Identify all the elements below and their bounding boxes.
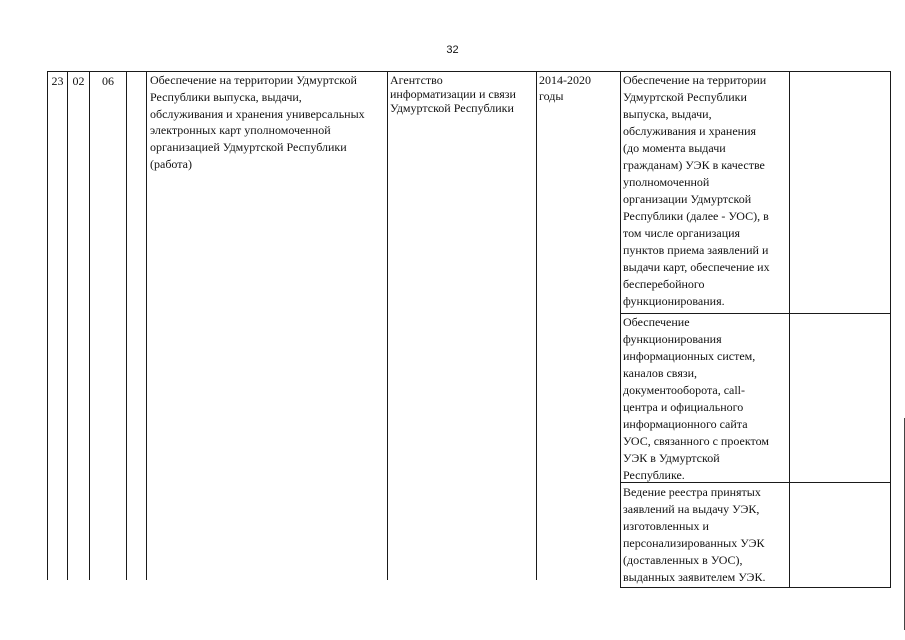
row-separator	[620, 587, 891, 588]
column-border	[47, 71, 48, 580]
activity-line: выпуска, выдачи,	[623, 107, 712, 121]
column-border	[67, 71, 68, 580]
activity-line: организации Удмуртской	[623, 192, 752, 206]
column-border	[146, 71, 147, 580]
executor-line: Удмуртской Республики	[390, 101, 514, 115]
column-border	[620, 71, 621, 588]
period-line: годы	[539, 89, 564, 103]
activity-line: Обеспечение на территории	[623, 73, 767, 87]
service-name-line: обслуживания и хранения универсальных	[150, 106, 365, 121]
activity-line: выдачи карт, обеспечение их	[623, 260, 770, 274]
activity-line: (доставленных в УОС),	[623, 553, 743, 567]
activity-line: Республике.	[623, 468, 685, 482]
service-name-line: Республики выпуска, выдачи,	[150, 89, 302, 104]
executor-line: информатизации и связи	[390, 87, 516, 101]
activity-line: информационного сайта	[623, 417, 748, 431]
activity-line: Республики (далее - УОС), в	[623, 209, 769, 223]
activity-line: каналов связи,	[623, 366, 697, 380]
activity-line: УОС, связанного с проектом	[623, 434, 769, 448]
activity-line: информационных систем,	[623, 349, 756, 363]
activity-line: уполномоченной	[623, 175, 710, 189]
column-border	[89, 71, 90, 580]
activity-line: Ведение реестра принятых	[623, 485, 761, 499]
activity-line: функционирования.	[623, 294, 725, 308]
activity-line: центра и официального	[623, 400, 744, 414]
activity-line: персонализированных УЭК	[623, 536, 765, 550]
executor-line: Агентство	[390, 73, 443, 87]
activity-line: документооборота, call-	[623, 383, 746, 397]
activity-line: гражданам) УЭК в качестве	[623, 158, 765, 172]
column-border	[789, 71, 790, 588]
activity-line: Обеспечение	[623, 315, 690, 329]
code-cell-3: 06	[102, 74, 114, 88]
activity-line: Удмуртской Республики	[623, 90, 747, 104]
activity-line: изготовленных и	[623, 519, 709, 533]
service-name-line: (работа)	[150, 157, 192, 171]
activity-line: (до момента выдачи	[623, 141, 726, 155]
page-number: 32	[446, 44, 459, 56]
activity-line: пунктов приема заявлений и	[623, 243, 769, 257]
column-border	[387, 71, 388, 580]
column-border	[536, 71, 537, 580]
period-line: 2014-2020	[539, 73, 591, 87]
column-border	[126, 71, 127, 580]
activity-line: том числе организация	[623, 226, 741, 240]
activity-line: функционирования	[623, 332, 722, 346]
activity-line: УЭК в Удмуртской	[623, 451, 720, 465]
activity-line: обслуживания и хранения	[623, 124, 757, 138]
service-name-line: Обеспечение на территории Удмуртской	[150, 73, 357, 87]
code-cell-2: 02	[72, 74, 85, 88]
code-cell-1: 23	[51, 74, 64, 88]
activity-line: заявлений на выдачу УЭК,	[623, 502, 760, 516]
column-border	[890, 71, 891, 588]
activity-line: выданных заявителем УЭК.	[623, 570, 766, 584]
service-name-line: электронных карт уполномоченной	[150, 123, 331, 138]
service-name-line: организацией Удмуртской Республики	[150, 140, 347, 155]
activity-line: бесперебойного	[623, 277, 705, 291]
